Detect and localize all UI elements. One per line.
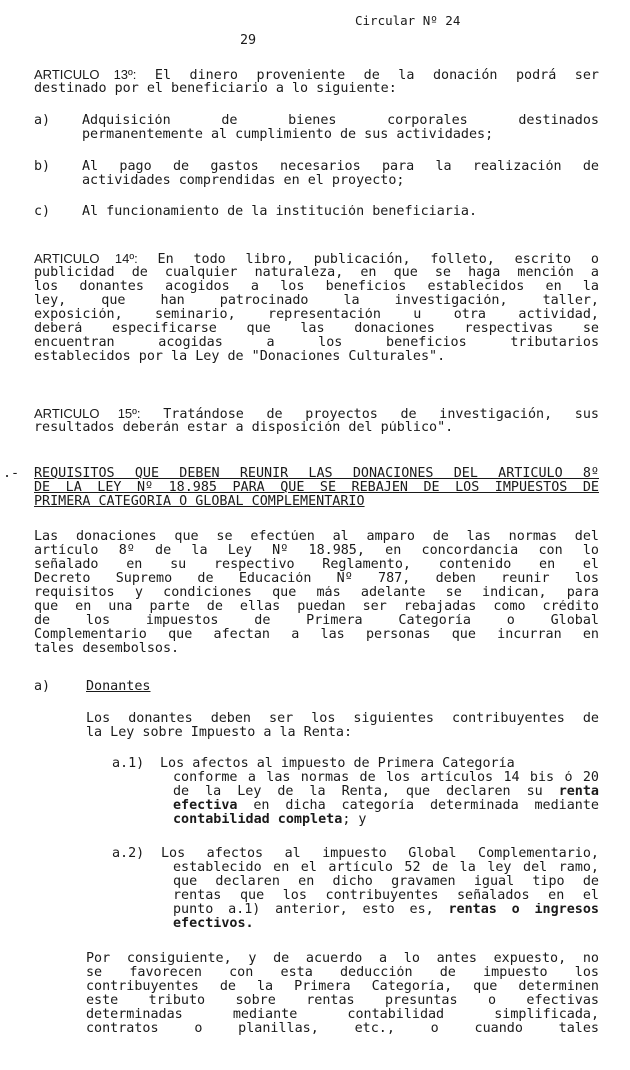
item-c: Al funcionamiento de la institución beneficiaria.: [82, 205, 478, 219]
section-paragraph: Las donaciones que se efectúen al amparo de las normas del artículo 8º de la Ley Nº 18.985, en concordancia con lo señalado en su respectivo Reglamento, contenido en el Decreto Supremo de Educación Nº 787, deben reunir los requisitos y condiciones que más adelante se indican, para que en una parte de ellas puedan ser rebajadas como crédito de los impuestos de Primera Categoría o Global Complementario que afectan a las personas que incurran en tales desembolsos.: [34, 530, 599, 656]
item-a: Adquisición de bienes corporales destinados permanentemente al cumplimiento de sus actividades;: [82, 114, 599, 142]
donantes-title: Donantes: [86, 679, 151, 694]
donantes-intro: Los donantes deben ser los siguientes contribuyentes de la Ley sobre Impuesto a la Renta:: [86, 712, 599, 740]
donantes-label: a): [34, 679, 51, 694]
article-15: ARTICULO 15º: Tratándose de proyectos de investigación, sus resultados deberán estar a disposición del público".: [34, 407, 599, 435]
item-a-label: a): [34, 113, 51, 128]
item-b: Al pago de gastos necesarios para la realización de actividades comprendidas en el proyecto;: [82, 160, 599, 188]
conclusion-paragraph: Por consiguiente, y de acuerdo a lo antes expuesto, no se favorecen con esta deducción de impuesto los contribuyentes de la Primera Categoría, que determinen este tributo sobre rentas presuntas o efectivas determinadas mediante contabilidad simplificada, contratos o planillas, etc., o cuando tales: [86, 952, 599, 1036]
article-15-line-1: ARTICULO 15º: Tratándose de proyectos de investigación, sus: [34, 407, 599, 421]
article-13-line-1: ARTICULO 13º: El dinero proveniente de la donación podrá ser: [34, 68, 599, 82]
article-13: [34, 68, 599, 96]
a1-label: a.1): [112, 756, 145, 771]
page-number: 29: [240, 33, 257, 48]
a2-item: Los afectos al impuesto Global Complementario,: [161, 847, 599, 861]
circular-header: Circular Nº 24: [355, 13, 461, 28]
a1-item: Los afectos al impuesto de Primera Categoría: [160, 757, 515, 771]
article-14: ARTICULO 14º: En todo libro, publicación, folleto, escrito o publicidad de cualquier naturaleza, en que se haga mención a los donantes acogidos a los beneficios establecidos en la ley, que han patrocinado la investigación, taller, exposición, seminario, representación u otra actividad, deberá especificarse que las donaciones respectivas se encuentran acogidas a los beneficios tributarios establecidos por la Ley de "Donaciones Culturales".: [34, 252, 599, 364]
item-c-label: c): [34, 204, 51, 219]
article-14-heading: ARTICULO 14º:: [34, 252, 138, 266]
article-13-line-2: destinado por el beneficiario a lo siguiente:: [34, 82, 397, 96]
a2-label: a.2): [112, 846, 145, 861]
section-marker: .-: [3, 466, 20, 481]
article-14-line-1: ARTICULO 14º: En todo libro, publicación, folleto, escrito o: [34, 252, 599, 266]
a1-item-cont: conforme a las normas de los artículos 14 bis ó 20 de la Ley de la Renta, que declaren su renta efectiva en dicha categoría determinada mediante contabilidad completa; y: [173, 771, 599, 827]
item-b-label: b): [34, 159, 51, 174]
section-title: REQUISITOS QUE DEBEN REUNIR LAS DONACIONES DEL ARTICULO 8º DE LA LEY Nº 18.985 PARA QUE SE REBAJEN DE LOS IMPUESTOS DE PRIMERA CATEGORIA O GLOBAL COMPLEMENTARIO: [34, 467, 599, 509]
article-15-heading: ARTICULO 15º:: [34, 407, 141, 421]
article-13-heading: ARTICULO 13º:: [34, 68, 137, 82]
a2-item-cont: establecido en el artículo 52 de la ley del ramo, que declaren en dicho gravamen igual tipo de rentas que los contribuyentes señalados en el punto a.1) anterior, esto es, rentas o ingresos efectivos.: [173, 861, 599, 931]
